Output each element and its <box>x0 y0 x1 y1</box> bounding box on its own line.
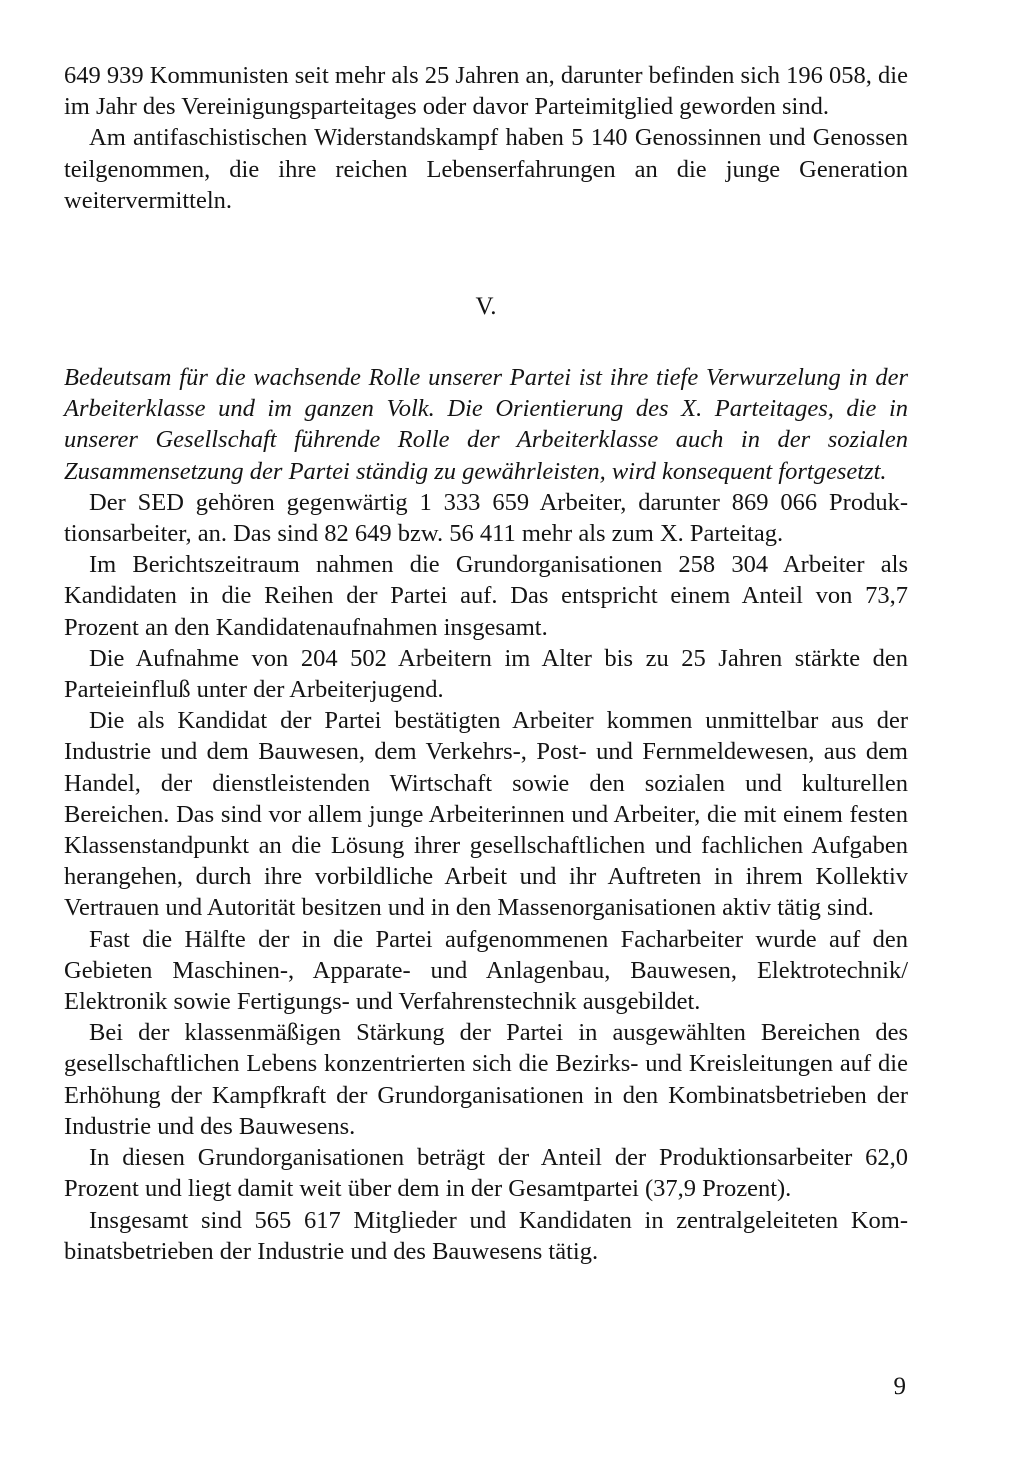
paragraph-resistance: Am antifaschistischen Widerstandskampf haben 5 140 Genossinnen und Genossen teilgenommen, die ihre reichen Lebenserfahrungen an die junge Generation weitervermitteln. <box>64 124 908 214</box>
paragraph: Die Aufnahme von 204 502 Arbeitern im Alter bis zu 25 Jahren stärkte den Parteieinfluß unter der Arbeiterjugend. <box>64 644 908 704</box>
section-intro: Bedeutsam für die wachsende Rolle unserer Partei ist ihre tiefe Verwurzelung in der Arbeiterklasse und im ganzen Volk. Die Orientierung des X. Parteitages, die in unserer Gesellschaft führende Rolle der Arbeiterklasse auch in der sozialen Zusammensetzung der Partei ständig zu gewährleisten, wird konsequent fortgesetzt. <box>64 364 908 485</box>
paragraph: In diesen Grundorganisationen beträgt der Anteil der Produktionsarbeiter 62,0 Prozent und liegt damit weit über dem in der Gesamtpartei (37,9 Prozent). <box>64 1144 908 1203</box>
paragraph: Bei der klassenmäßigen Stärkung der Partei in ausgewählten Bereichen des gesellschaftlichen Lebens konzentrierten sich die Bezirks- und Kreisleitungen auf die Erhöhung der Kampfkraft der Grundorganisationen in den Kombinatsbetrieben der Industrie und des Bauwesens. <box>64 1019 908 1140</box>
paragraph: Der SED gehören gegenwärtig 1 333 659 Arbeiter, darunter 869 066 Produktionsarbeiter, an. Das sind 82 649 bzw. 56 411 mehr als zum X. Parteitag. <box>64 488 908 548</box>
paragraph: Fast die Hälfte der in die Partei aufgenommenen Facharbeiter wurde auf den Gebieten Maschinen-, Apparate- und Anlagenbau, Bauwesen, Elektrotechnik/ Elektronik sowie Fertigungs- und Verfahrenstechnik ausgebildet. <box>64 925 908 1016</box>
section-heading: V. <box>475 293 497 321</box>
paragraph: Insgesamt sind 565 617 Mitglieder und Kandidaten in zentralgeleiteten Kombinatsbetrieben der Industrie und des Bauwesens tätig. <box>64 1206 908 1265</box>
paragraph: Im Berichtszeitraum nahmen die Grundorganisationen 258 304 Arbeiter als Kandidaten in die Reihen der Partei auf. Das entspricht einem Anteil von 73,7 Prozent an den Kandidatenaufnahmen insgesamt. <box>64 551 908 641</box>
page-number: 9 <box>893 1373 906 1400</box>
paragraph-continued: 649 939 Kommunisten seit mehr als 25 Jahren an, darunter befinden sich 196 058, die im Jahr des Vereinigungsparteitages oder davor Parteimitglied geworden sind. <box>64 62 908 121</box>
paragraph: Die als Kandidat der Partei bestätigten Arbeiter kommen unmittelbar aus der Industrie und dem Bauwesen, dem Verkehrs-, Post- und Fernmeldewesen, aus dem Handel, der dienstleistenden Wirtschaft sowie den sozialen und kulturellen Bereichen. Das sind vor allem junge Arbeiterinnen und Arbeiter, die mit einem festen Klassenstandpunkt an die Lösung ihrer gesellschaftlichen und fachlichen Aufgaben herangehen, durch ihre vorbildliche Arbeit und ihr Auftreten in ihrem Kollektiv Vertrauen und Autorität besitzen und in den Massenorganisationen aktiv tätig sind. <box>64 707 908 922</box>
document-page <box>64 60 908 1267</box>
